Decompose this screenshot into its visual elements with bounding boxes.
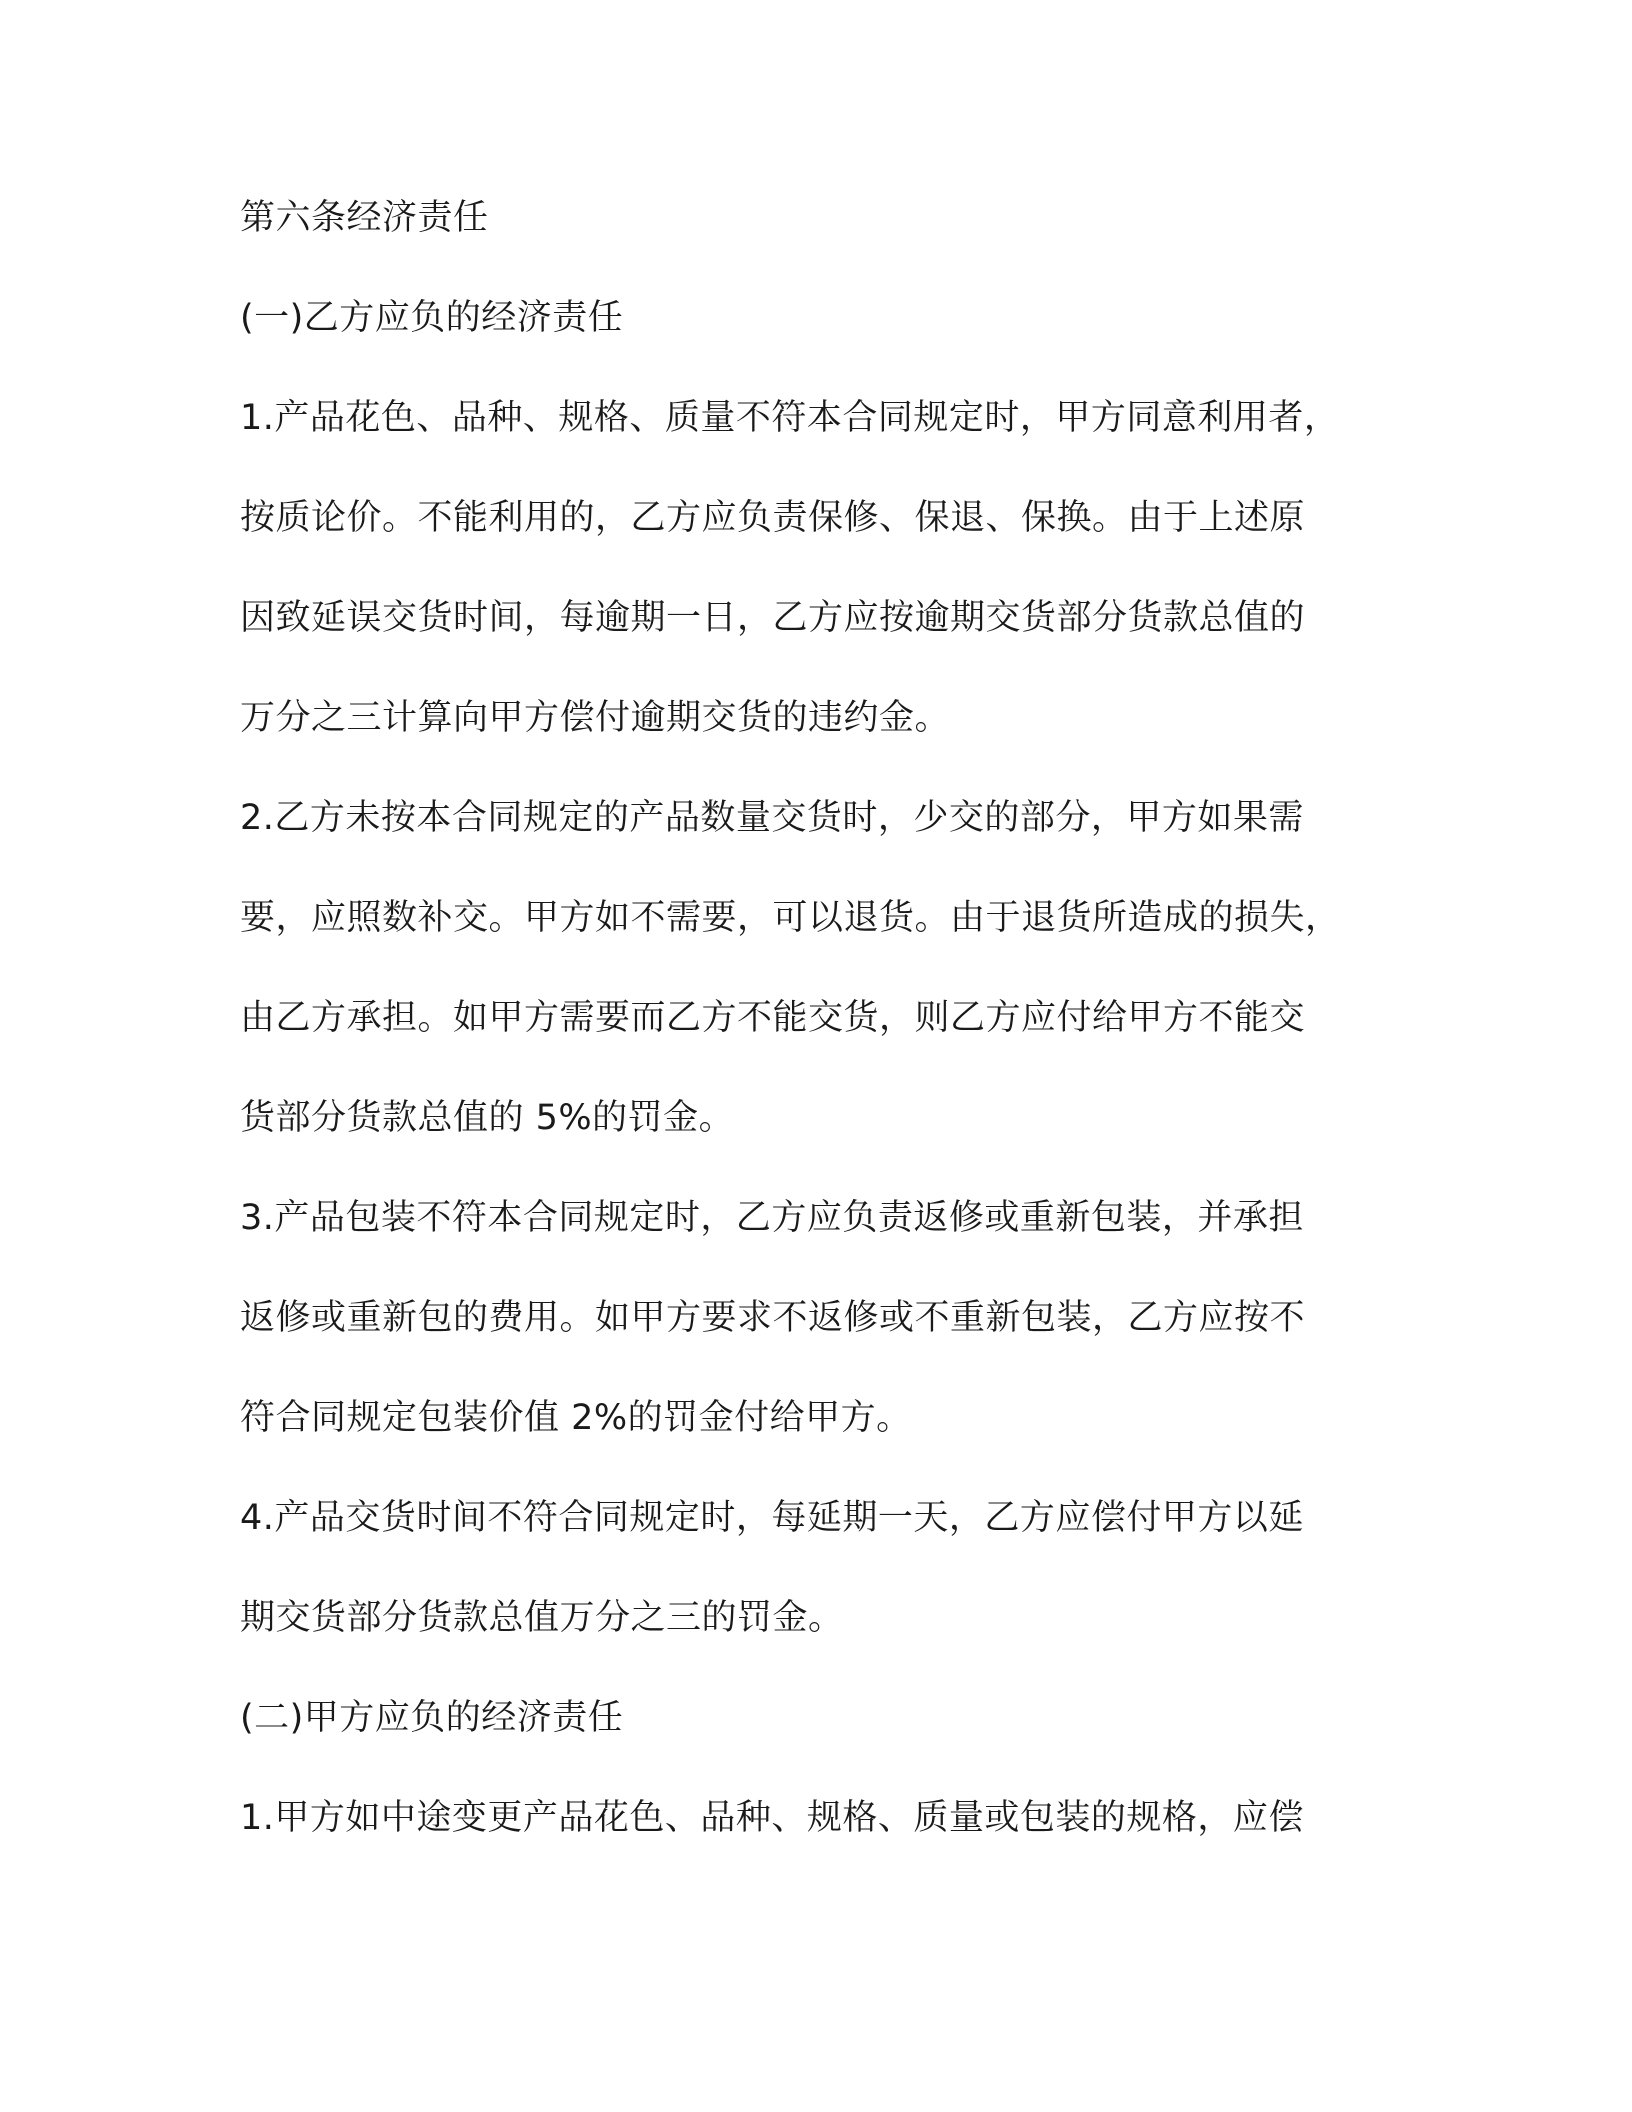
- clause-1-line-3: 因致延误交货时间，每逾期一日，乙方应按逾期交货部分货款总值的: [240, 598, 1306, 638]
- article-heading: 第六条经济责任: [240, 198, 489, 238]
- clause-3-line-1: 3.产品包装不符本合同规定时，乙方应负责返修或重新包装，并承担: [240, 1198, 1304, 1238]
- section-heading-party-a: (二)甲方应负的经济责任: [240, 1698, 624, 1738]
- clause-2-line-3: 由乙方承担。如甲方需要而乙方不能交货，则乙方应付给甲方不能交: [240, 998, 1306, 1038]
- clause-2-line-4: 货部分货款总值的 5%的罚金。: [240, 1098, 735, 1138]
- clause-1-line-4: 万分之三计算向甲方偿付逾期交货的违约金。: [240, 698, 951, 738]
- section-heading-party-b: (一)乙方应负的经济责任: [240, 298, 624, 338]
- clause-4-line-1: 4.产品交货时间不符合同规定时，每延期一天，乙方应偿付甲方以延: [240, 1498, 1304, 1538]
- clause-3-line-2: 返修或重新包的费用。如甲方要求不返修或不重新包装，乙方应按不: [240, 1298, 1306, 1338]
- party-a-clause-1-line-1: 1.甲方如中途变更产品花色、品种、规格、质量或包装的规格，应偿: [240, 1798, 1304, 1838]
- clause-3-line-3: 符合同规定包装价值 2%的罚金付给甲方。: [240, 1398, 912, 1438]
- clause-1-line-1: 1.产品花色、品种、规格、质量不符本合同规定时，甲方同意利用者，: [240, 398, 1340, 438]
- clause-2-line-2: 要，应照数补交。甲方如不需要，可以退货。由于退货所造成的损失，: [240, 898, 1341, 938]
- clause-1-line-2: 按质论价。不能利用的，乙方应负责保修、保退、保换。由于上述原: [240, 498, 1306, 538]
- clause-4-line-2: 期交货部分货款总值万分之三的罚金。: [240, 1598, 844, 1638]
- clause-2-line-1: 2.乙方未按本合同规定的产品数量交货时，少交的部分，甲方如果需: [240, 798, 1304, 838]
